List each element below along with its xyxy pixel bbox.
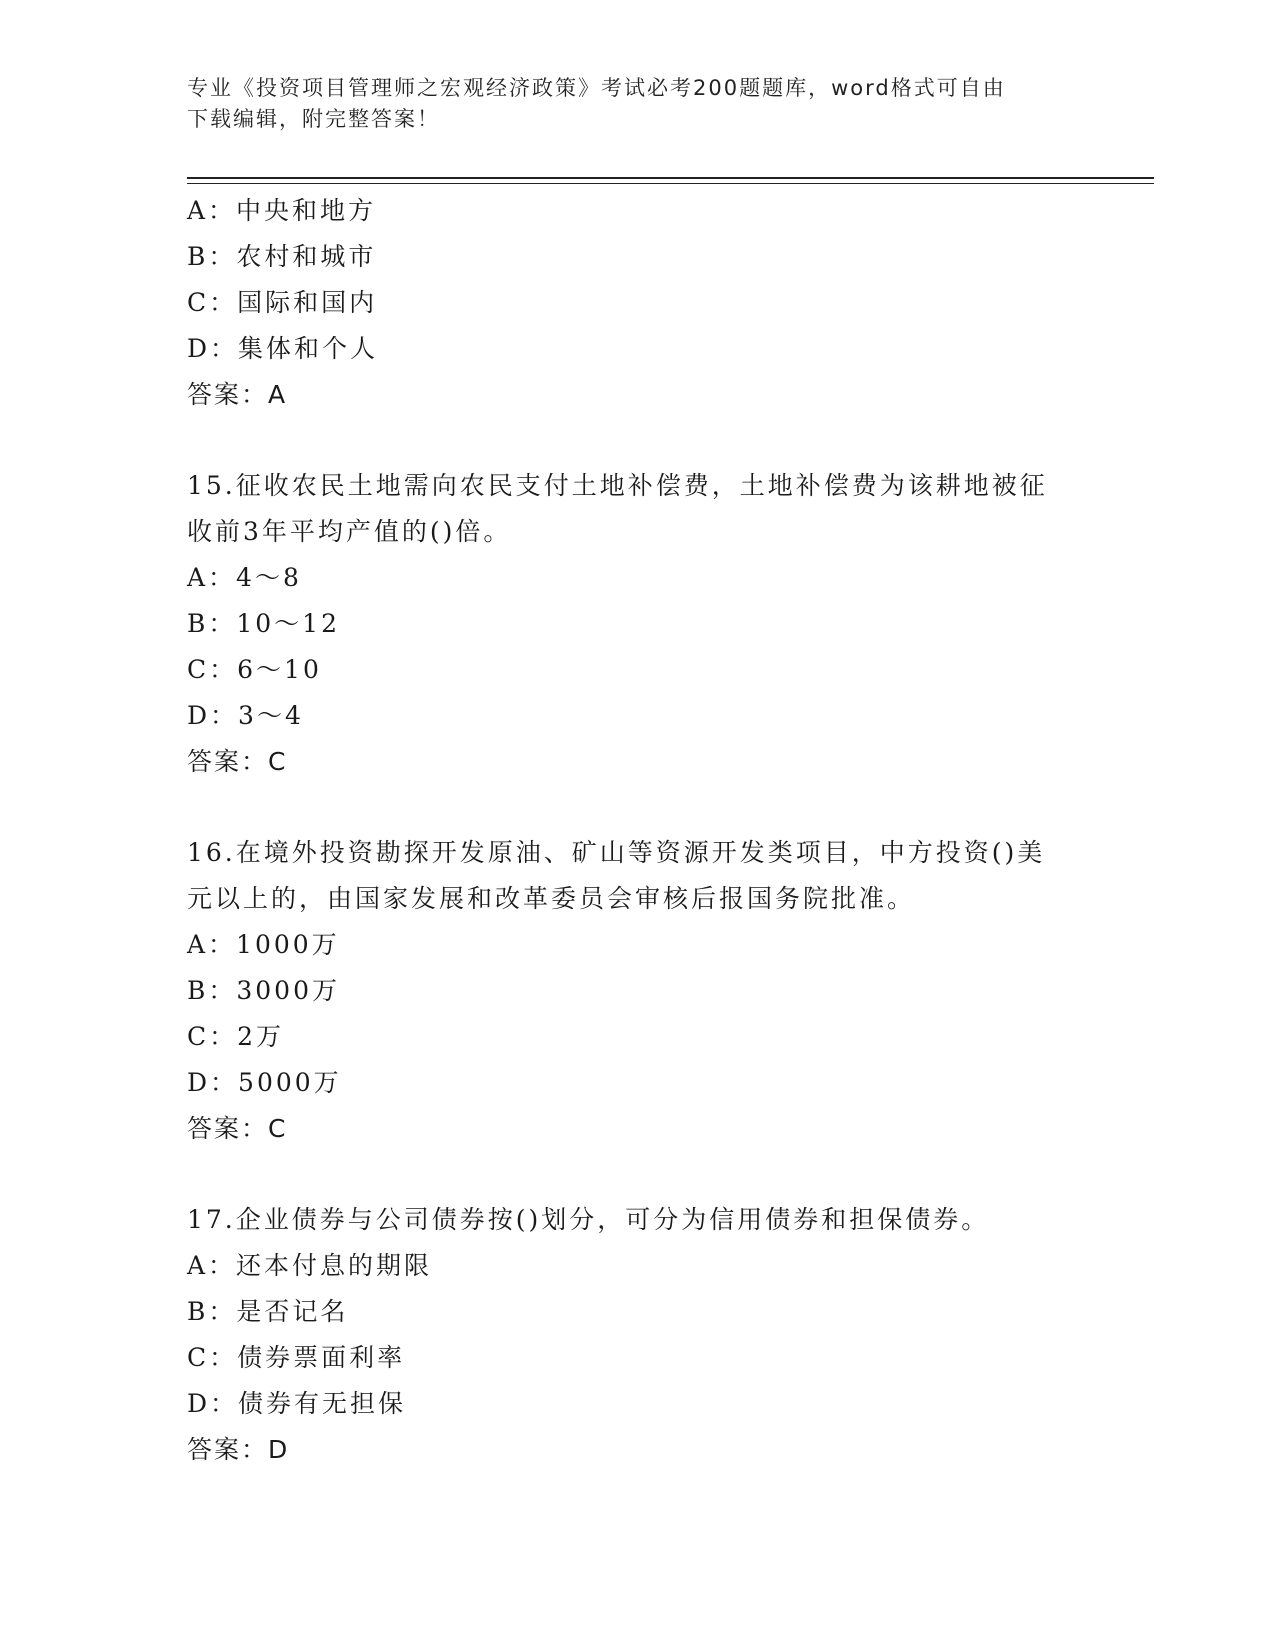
option-c: C：债券票面利率	[187, 1343, 406, 1372]
header-line-2: 下载编辑，附完整答案！	[187, 107, 440, 131]
option-a: A：1000万	[187, 930, 340, 959]
question-15	[187, 463, 1087, 785]
answer: 答案：D	[187, 1435, 290, 1464]
question-text-line-1: 17.企业债券与公司债券按()划分，可分为信用债券和担保债券。	[187, 1205, 990, 1234]
option-c: C：6～10	[187, 655, 322, 684]
option-d: D：债券有无担保	[187, 1389, 407, 1418]
question-text-line-2: 元以上的，由国家发展和改革委员会审核后报国务院批准。	[187, 884, 916, 913]
option-d: D：3～4	[187, 701, 304, 730]
answer: 答案：C	[187, 1114, 288, 1143]
option-a: A：还本付息的期限	[187, 1251, 433, 1280]
header-line-1: 专业《投资项目管理师之宏观经济政策》考试必考200题题库，word格式可自由	[187, 76, 1006, 100]
option-c: C：国际和国内	[187, 288, 378, 317]
header-rule-thick	[187, 177, 1154, 179]
question-14	[187, 188, 1087, 418]
document-header	[187, 73, 1087, 135]
option-b: B：是否记名	[187, 1297, 349, 1326]
option-a: A：4～8	[187, 563, 302, 592]
header-rule-thin	[187, 183, 1154, 184]
question-17	[187, 1197, 1087, 1473]
option-c: C：2万	[187, 1022, 285, 1051]
answer: 答案：C	[187, 747, 288, 776]
option-d: D：5000万	[187, 1068, 342, 1097]
question-text-line-1: 15.征收农民土地需向农民支付土地补偿费，土地补偿费为该耕地被征	[187, 471, 1048, 500]
question-text-line-2: 收前3年平均产值的()倍。	[187, 517, 512, 546]
option-d: D：集体和个人	[187, 334, 379, 363]
option-b: B：10～12	[187, 609, 340, 638]
option-b: B：农村和城市	[187, 242, 377, 271]
option-b: B：3000万	[187, 976, 340, 1005]
question-list	[187, 188, 1087, 1473]
answer: 答案：A	[187, 380, 288, 409]
question-16	[187, 830, 1087, 1152]
question-text-line-1: 16.在境外投资勘探开发原油、矿山等资源开发类项目，中方投资()美	[187, 838, 1046, 867]
option-a: A：中央和地方	[187, 196, 377, 225]
